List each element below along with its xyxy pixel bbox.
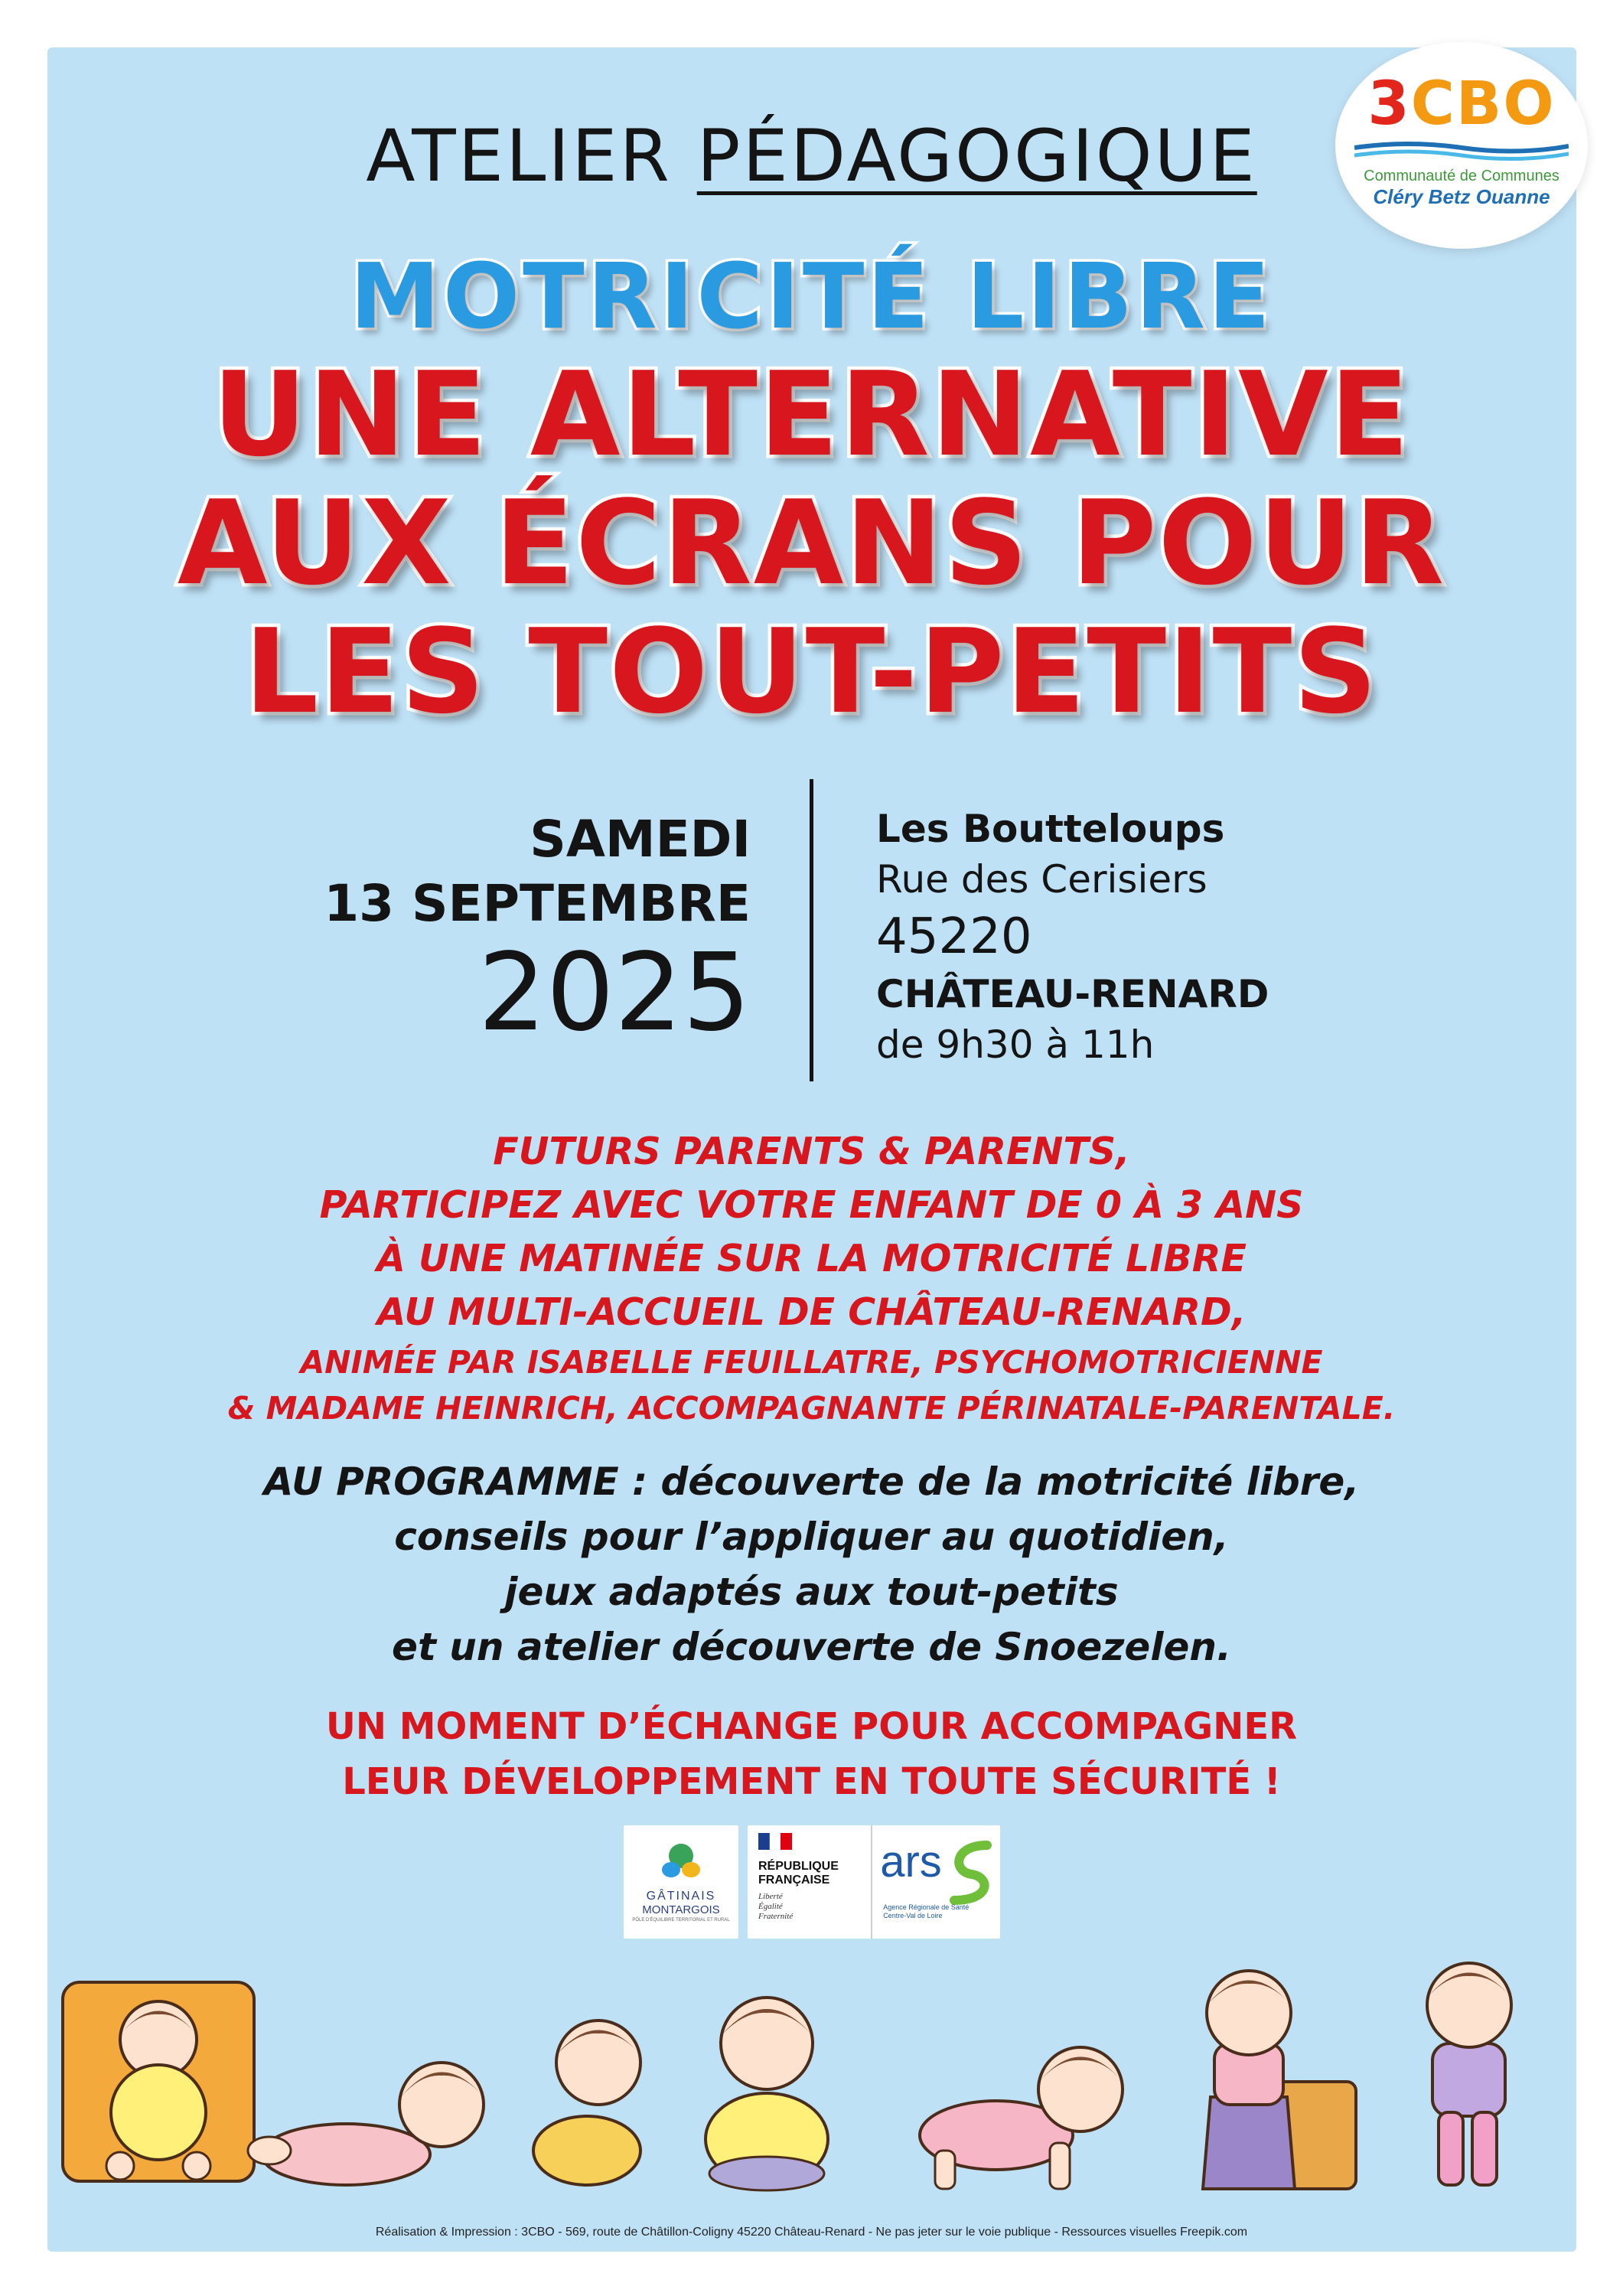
- programme-line: jeux adaptés aux tout-petits: [504, 1570, 1119, 1614]
- baby-tummy-illustration: [248, 2063, 484, 2185]
- programme-line: conseils pour l’appliquer au quotidien,: [394, 1515, 1229, 1559]
- event-place: [876, 804, 1269, 1070]
- partner-logos: [624, 1825, 1000, 1939]
- event-date: [324, 807, 751, 1055]
- programme-line: et un atelier découverte de Snoezelen.: [392, 1625, 1231, 1669]
- rf-line1: RÉPUBLIQUE: [758, 1860, 839, 1873]
- ars-subtitle: [883, 1903, 969, 1920]
- rf-motto-2: Égalité: [758, 1902, 783, 1911]
- baby-crawling-illustration: [920, 2047, 1123, 2189]
- ars-subtitle-line1: Agence Régionale de Santé: [883, 1903, 970, 1911]
- republique-ars-logos: [748, 1825, 1000, 1939]
- event-year: 2025: [477, 931, 751, 1055]
- moment-text: [0, 1699, 1623, 1809]
- 3cbo-logo-line2: Cléry Betz Ouanne: [1373, 185, 1550, 208]
- gatinais-line1: GÂTINAIS: [646, 1890, 716, 1903]
- title-motricite-libre: MOTRICITÉ LIBRE: [350, 243, 1273, 349]
- invitation-line: AU MULTI-ACCUEIL DE CHÂTEAU-RENARD,: [376, 1290, 1247, 1334]
- atelier-heading: [0, 115, 1623, 198]
- babies-illustration: [47, 1959, 1576, 2197]
- title-red-line: UNE ALTERNATIVE: [212, 347, 1411, 482]
- 3cbo-logo-three: 3: [1367, 70, 1411, 139]
- event-day: SAMEDI: [530, 810, 751, 869]
- moment-line: UN MOMENT D’ÉCHANGE POUR ACCOMPAGNER: [325, 1705, 1298, 1748]
- place-city: CHÂTEAU-RENARD: [876, 972, 1269, 1016]
- invitation-line: FUTURS PARENTS & PARENTS,: [493, 1130, 1130, 1173]
- date-place-divider: [810, 779, 813, 1081]
- ars-logo: [871, 1825, 1000, 1939]
- title-red-line: AUX ÉCRANS POUR: [177, 475, 1446, 611]
- footer-credits: Réalisation & Impression : 3CBO - 569, route de Châtillon-Coligny 45220 Château-Renard - Ne pas jeter sur le voie publique - Ressources visuelles Freepik.com: [375, 2226, 1248, 2239]
- 3cbo-logo-cbo: CBO: [1410, 70, 1556, 139]
- gatinais-line3: PÔLE D'ÉQUILIBRE TERRITORIAL ET RURAL: [632, 1918, 730, 1923]
- gatinais-montargois-logo: [624, 1825, 738, 1939]
- invitation-line: À UNE MATINÉE SUR LA MOTRICITÉ LIBRE: [376, 1237, 1247, 1280]
- invitation-small-line: ANIMÉE PAR ISABELLE FEUILLATRE, PSYCHOMOTRICIENNE: [300, 1344, 1323, 1381]
- baby-sitting-yellow-illustration: [706, 1998, 828, 2190]
- 3cbo-logo-line1: Communauté de Communes: [1364, 168, 1559, 184]
- ars-subtitle-line2: Centre-Val de Loire: [883, 1912, 943, 1919]
- place-hours: de 9h30 à 11h: [876, 1022, 1155, 1067]
- invitation-line: PARTICIPEZ AVEC VOTRE ENFANT DE 0 À 3 ANS: [319, 1183, 1304, 1227]
- gatinais-leaf-icon: [660, 1839, 702, 1885]
- rf-line2: FRANÇAISE: [758, 1874, 830, 1887]
- title-alternative: [0, 347, 1623, 739]
- baby-walking-illustration: [1427, 1963, 1511, 2185]
- baby-standing-stool-illustration: [1203, 1971, 1356, 2189]
- invitation-small-line: & MADAME HEINRICH, ACCOMPAGNANTE PÉRINATALE-PARENTALE.: [227, 1390, 1396, 1427]
- programme-line: AU PROGRAMME : découverte de la motricité libre,: [263, 1459, 1360, 1504]
- republique-francaise-logo: [748, 1825, 871, 1939]
- gatinais-line2: MONTARGOIS: [642, 1903, 720, 1916]
- programme-text: [0, 1454, 1623, 1675]
- title-red-line: LES TOUT-PETITS: [244, 604, 1379, 739]
- atelier-heading-pre: ATELIER: [366, 115, 697, 198]
- atelier-heading-underlined: PÉDAGOGIQUE: [696, 115, 1257, 198]
- place-name: Les Boutteloups: [876, 807, 1225, 851]
- marianne-flag-icon: [758, 1833, 792, 1850]
- ars-wordmark: ars: [880, 1837, 942, 1887]
- rf-motto-3: Fraternité: [758, 1912, 794, 1921]
- place-zip: 45220: [876, 908, 1032, 965]
- moment-line: LEUR DÉVELOPPEMENT EN TOUTE SÉCURITÉ !: [342, 1760, 1281, 1803]
- rf-motto-1: Liberté: [758, 1892, 783, 1901]
- event-day-month: 13 SEPTEMBRE: [324, 874, 751, 933]
- place-street: Rue des Cerisiers: [876, 857, 1207, 902]
- baby-lying-illustration: [63, 1982, 254, 2181]
- baby-sitting-illustration: [533, 2020, 640, 2185]
- invitation-text: [0, 1125, 1623, 1431]
- ars-swoosh-icon: [945, 1838, 999, 1906]
